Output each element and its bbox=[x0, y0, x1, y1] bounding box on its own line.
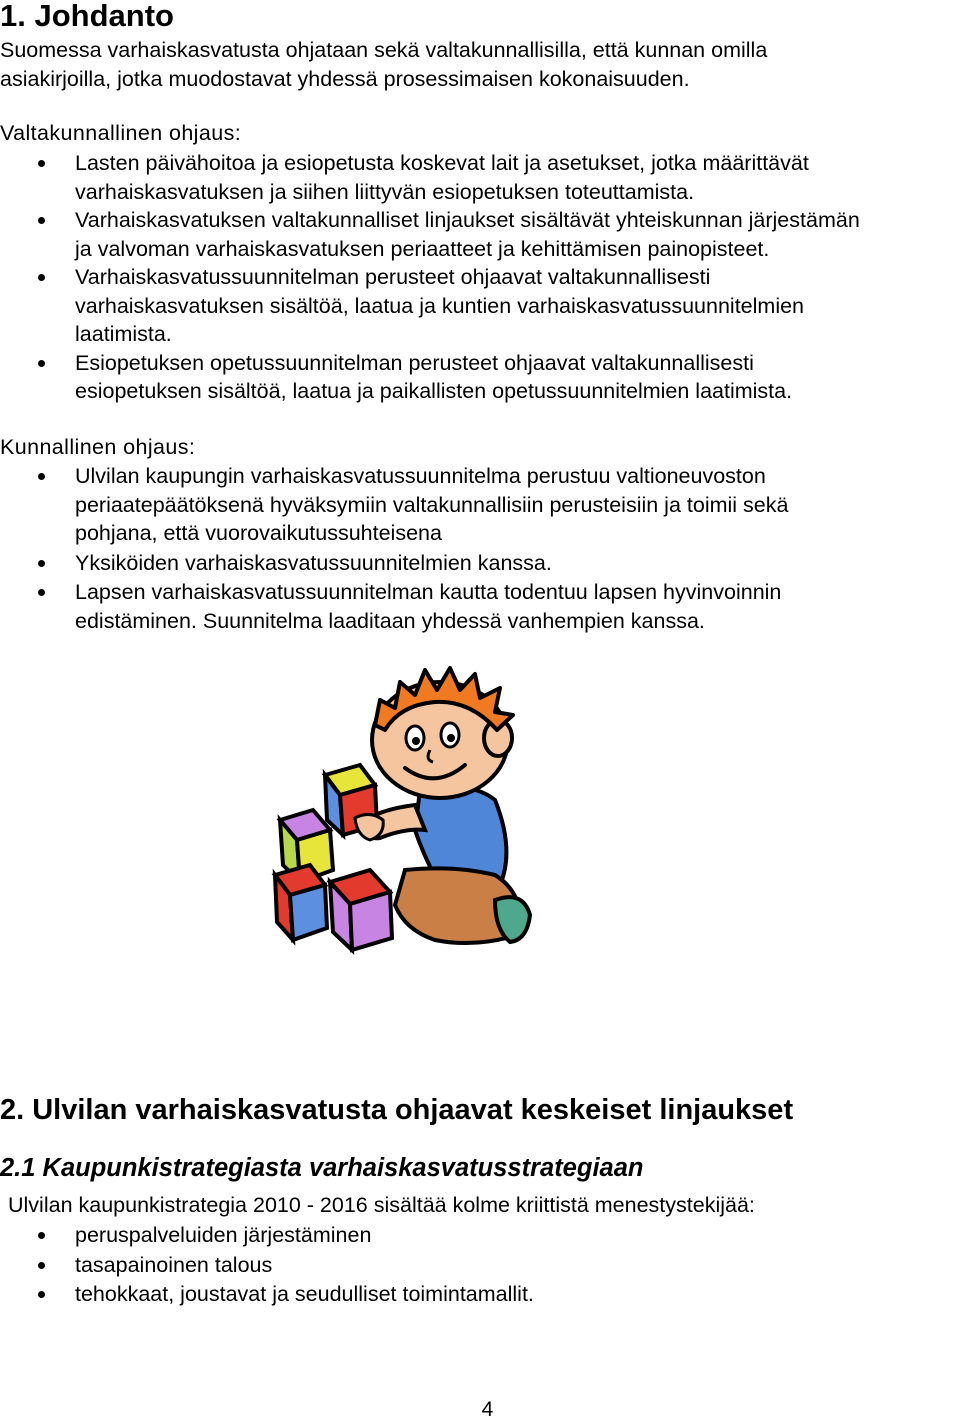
section-2-title: 2. Ulvilan varhaiskasvatusta ohjaavat keskeiset linjaukset bbox=[0, 1094, 794, 1126]
intro-line: asiakirjoilla, jotka muodostavat yhdessä prosessimaisen kokonaisuuden. bbox=[0, 66, 690, 91]
intro-paragraph bbox=[0, 36, 767, 93]
success-factors-list bbox=[0, 1221, 534, 1309]
list-item: peruspalveluiden järjestäminen bbox=[0, 1221, 534, 1250]
list-item: Varhaiskasvatuksen valtakunnalliset linjaukset sisältävät yhteiskunnan järjestämän ja valvoman varhaiskasvatuksen periaatteet ja kehittämisen painopisteet. bbox=[0, 206, 860, 263]
national-guidance-list bbox=[0, 149, 860, 406]
list-item: Lapsen varhaiskasvatussuunnitelman kautta todentuu lapsen hyvinvoinnin edistäminen. Suunnitelma laaditaan yhdessä vanhempien kanssa. bbox=[0, 578, 788, 635]
intro-line: Suomessa varhaiskasvatusta ohjataan sekä valtakunnallisilla, että kunnan omilla bbox=[0, 38, 768, 62]
list-item: Yksiköiden varhaiskasvatussuunnitelmien kanssa. bbox=[0, 549, 788, 578]
subsection-2-1-title: 2.1 Kaupunkistrategiasta varhaiskasvatusstrategiaan bbox=[0, 1154, 644, 1182]
national-guidance-label: Valtakunnallinen ohjaus: bbox=[0, 121, 242, 145]
page-number: 4 bbox=[481, 1398, 494, 1421]
list-item: Esiopetuksen opetussuunnitelman perusteet ohjaavat valtakunnallisesti esiopetuksen sisältöä, laatua ja paikallisten opetussuunnitelmien laatimista. bbox=[0, 349, 860, 406]
municipal-guidance-label: Kunnallinen ohjaus: bbox=[0, 435, 196, 459]
list-item: Lasten päivähoitoa ja esiopetusta koskevat lait ja asetukset, jotka määrittävät varhaiskasvatuksen ja siihen liittyvän esiopetuksen toteuttamista. bbox=[0, 149, 860, 206]
list-item: tasapainoinen talous bbox=[0, 1251, 534, 1280]
subsection-intro: Ulvilan kaupunkistrategia 2010 - 2016 sisältää kolme kriittistä menestystekijää: bbox=[8, 1193, 755, 1217]
child-playing-with-blocks-icon bbox=[255, 660, 545, 960]
list-item: Ulvilan kaupungin varhaiskasvatussuunnitelma perustuu valtioneuvoston periaatepäätöksenä hyväksymiin valtakunnallisiin perusteisiin ja toimii sekä pohjana, että vuorovaikutussuhteisena bbox=[0, 462, 788, 548]
section-1-title: 1. Johdanto bbox=[0, 0, 174, 33]
municipal-guidance-list bbox=[0, 462, 788, 635]
list-item: Varhaiskasvatussuunnitelman perusteet ohjaavat valtakunnallisesti varhaiskasvatuksen sisältöä, laatua ja kuntien varhaiskasvatussuunnitelmien laatimista. bbox=[0, 263, 860, 349]
list-item: tehokkaat, joustavat ja seudulliset toimintamallit. bbox=[0, 1280, 534, 1309]
